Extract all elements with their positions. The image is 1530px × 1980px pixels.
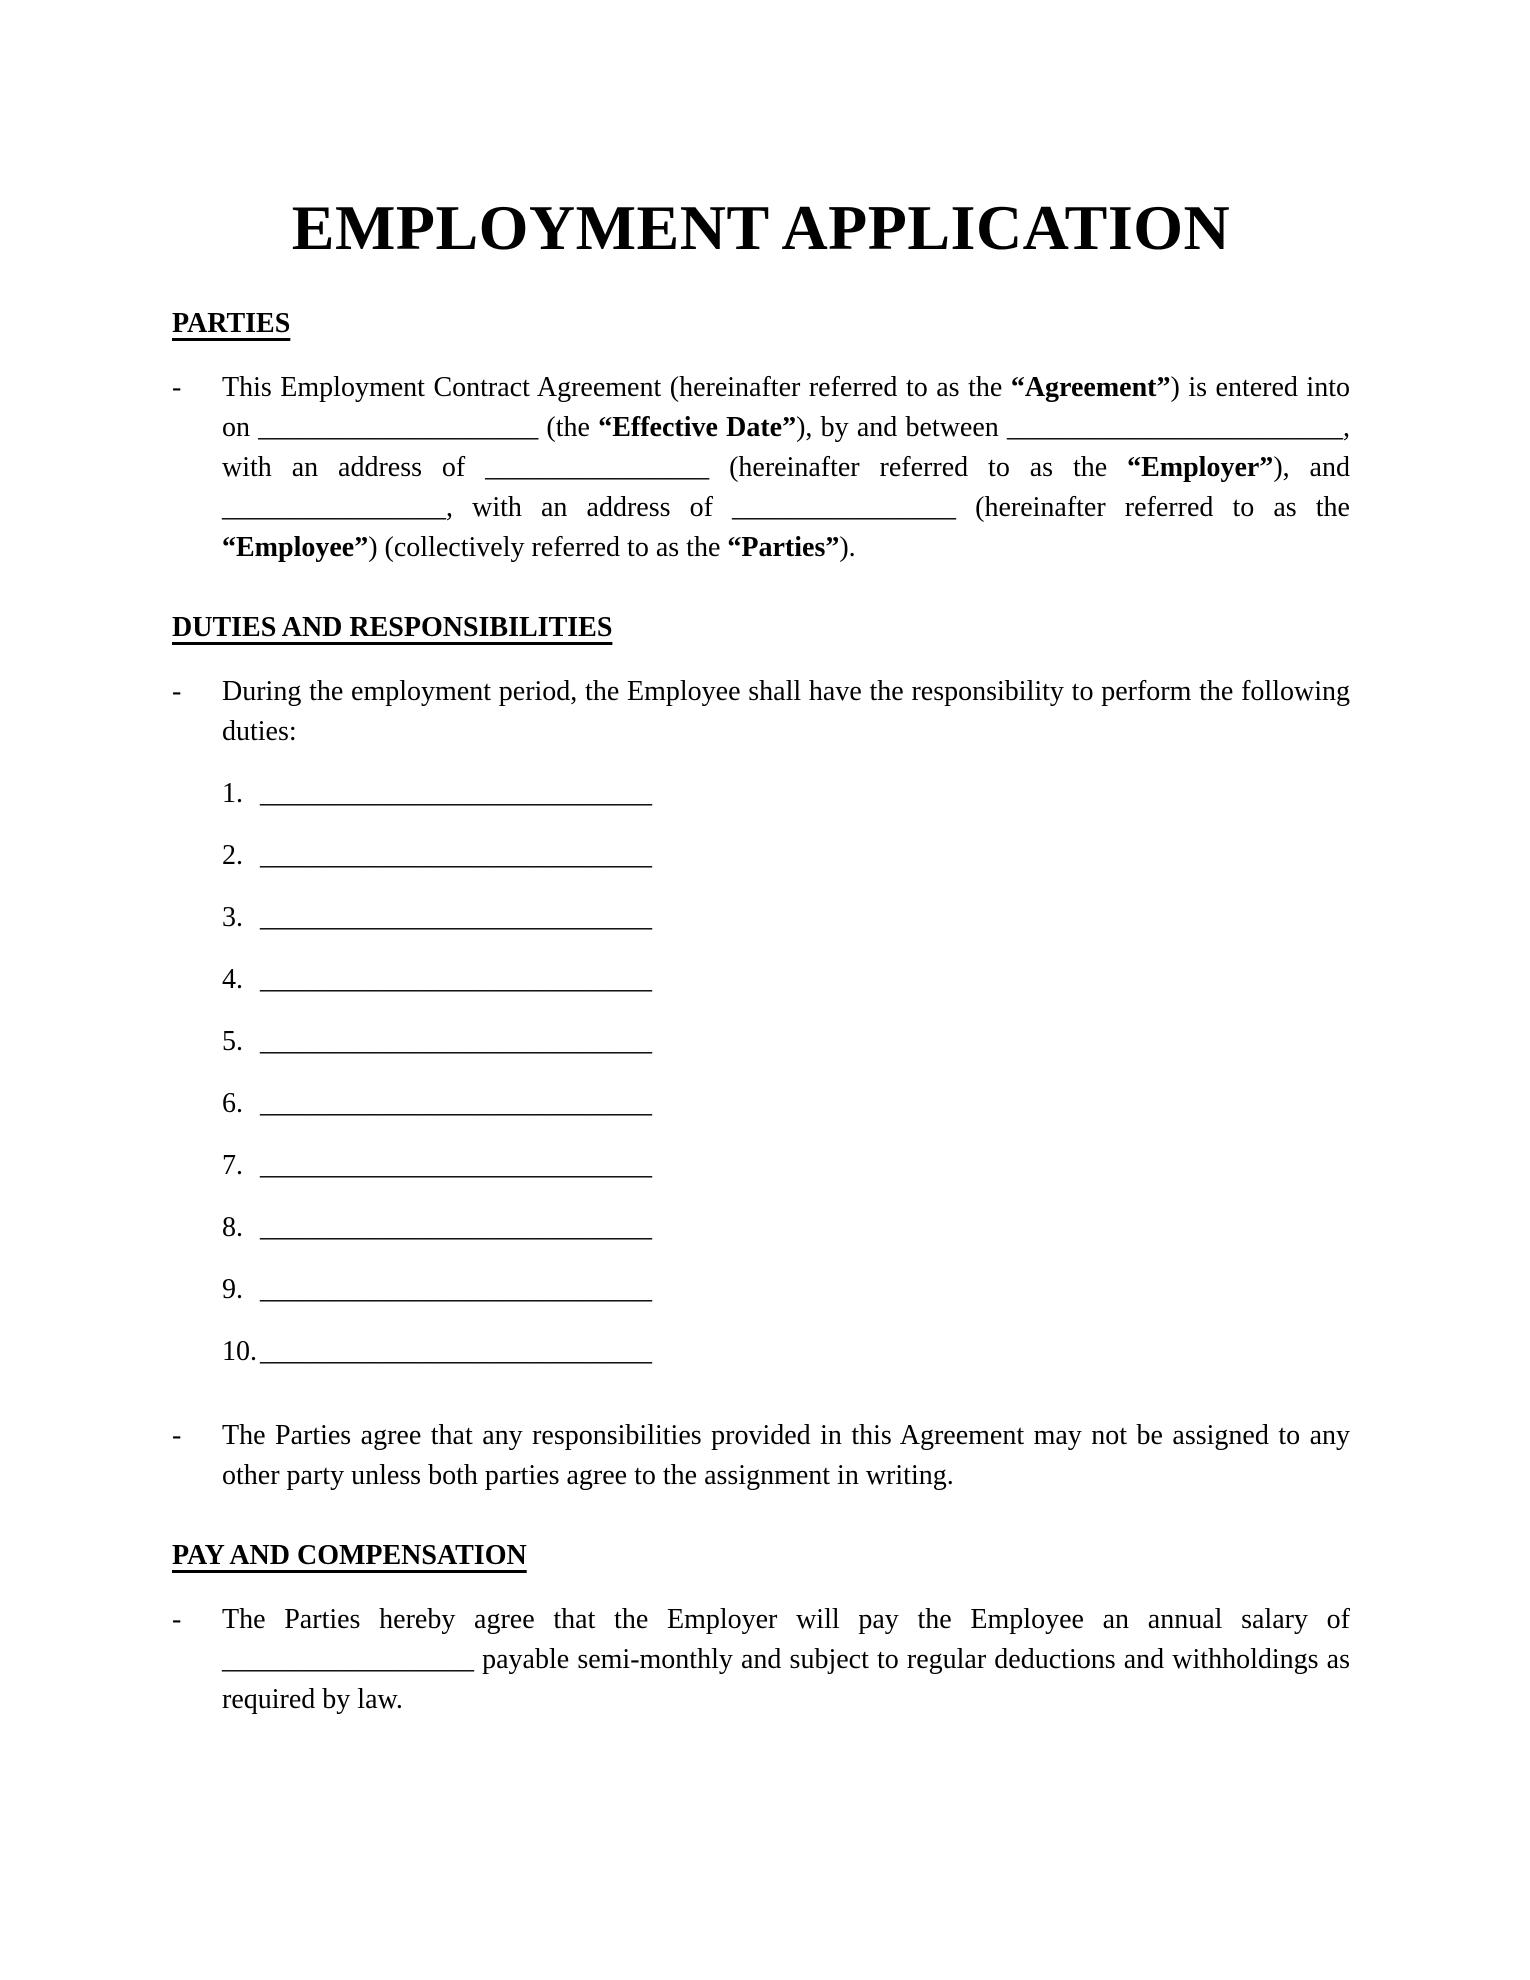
duty-item-1 [222,774,1350,814]
duty-blank-line-3[interactable]: ____________________________ [260,901,652,933]
duty-blank-line-1[interactable]: ____________________________ [260,777,652,809]
defined-term: “Parties” [727,531,840,563]
assignment-paragraph [222,1416,1350,1496]
duty-number-6: 6. [222,1087,243,1119]
pay-heading-text: PAY AND COMPENSATION [172,1539,527,1571]
duty-item-2 [222,836,1350,876]
duty-number-2: 2. [222,839,243,871]
duties-section-heading [172,610,1350,646]
employer-address-blank[interactable]: ________________ [485,451,710,483]
duty-number-4: 4. [222,963,243,995]
duty-number-9: 9. [222,1273,243,1305]
text-run: ) is entered into on [222,371,1350,443]
duties-intro-bullet [172,672,1350,752]
text-run: ) (collectively referred to as the [368,531,728,563]
duty-number-3: 3. [222,901,243,933]
duties-intro-paragraph [222,672,1350,752]
employee-address-blank[interactable]: ________________ [732,491,957,523]
text-run: (the [538,411,599,443]
text-run: payable semi-monthly and subject to regular deductions and withholdings as required by law. [222,1643,1350,1715]
duty-item-8 [222,1208,1350,1248]
duty-item-7 [222,1146,1350,1186]
parties-heading-text: PARTIES [172,307,291,339]
parties-paragraph [222,368,1350,568]
duty-number-8: 8. [222,1211,243,1243]
duty-blank-line-2[interactable]: ____________________________ [260,839,652,871]
bullet-dash: - [172,371,182,403]
duty-item-5 [222,1022,1350,1062]
defined-term: “Agreement” [1010,371,1171,403]
defined-term: “Employer” [1127,451,1274,483]
duty-blank-line-9[interactable]: ____________________________ [260,1273,652,1305]
text-run: , with an address of [446,491,733,523]
employer-name-blank[interactable]: ________________________ [1007,411,1343,443]
bullet-dash: - [172,675,182,707]
parties-bullet [172,368,1350,568]
duty-blank-line-6[interactable]: ____________________________ [260,1087,652,1119]
defined-term: “Effective Date” [598,411,797,443]
duty-item-3 [222,898,1350,938]
duty-blank-line-8[interactable]: ____________________________ [260,1211,652,1243]
employee-name-blank[interactable]: ________________ [222,491,446,523]
assignment-bullet [172,1416,1350,1496]
pay-bullet [172,1600,1350,1720]
duties-heading-text: DUTIES AND RESPONSIBILITIES [172,611,613,643]
duties-list [222,774,1350,1372]
duty-item-6 [222,1084,1350,1124]
duty-blank-line-4[interactable]: ____________________________ [260,963,652,995]
document-title: EMPLOYMENT APPLICATION [291,192,1231,263]
bullet-dash: - [172,1603,182,1635]
text-run: ), and [1273,451,1350,483]
defined-term: “Employee” [222,531,369,563]
duty-item-9 [222,1270,1350,1310]
bullet-dash: - [172,1419,182,1451]
text-run: , with an address of [222,411,1350,483]
duty-blank-line-7[interactable]: ____________________________ [260,1149,652,1181]
text-run: During the employment period, the Employee shall have the responsibility to perform the following duties: [222,675,1350,747]
duty-number-7: 7. [222,1149,243,1181]
text-run: (hereinafter referred to as the [709,451,1128,483]
text-run: The Parties agree that any responsibilities provided in this Agreement may not be assigned to any other party unless both parties agree to the assignment in writing. [222,1419,1350,1491]
duty-item-4 [222,960,1350,1000]
text-run: ). [839,531,856,563]
text-run: (hereinafter referred to as the [956,491,1350,523]
duty-number-1: 1. [222,777,243,809]
duty-blank-line-10[interactable]: ____________________________ [260,1335,652,1367]
pay-paragraph [222,1600,1350,1720]
annual-salary-blank[interactable]: __________________ [222,1643,474,1675]
duty-blank-line-5[interactable]: ____________________________ [260,1025,652,1057]
text-run: This Employment Contract Agreement (hereinafter referred to as the [222,371,1011,403]
effective-date-blank[interactable]: ____________________ [258,411,539,443]
parties-section-heading [172,306,1350,342]
duty-number-10: 10. [222,1335,257,1367]
duty-number-5: 5. [222,1025,243,1057]
duty-item-10 [222,1332,1350,1372]
text-run: ), by and between [796,411,1007,443]
pay-section-heading [172,1538,1350,1574]
text-run: The Parties hereby agree that the Employer will pay the Employee an annual salary of [222,1603,1350,1635]
